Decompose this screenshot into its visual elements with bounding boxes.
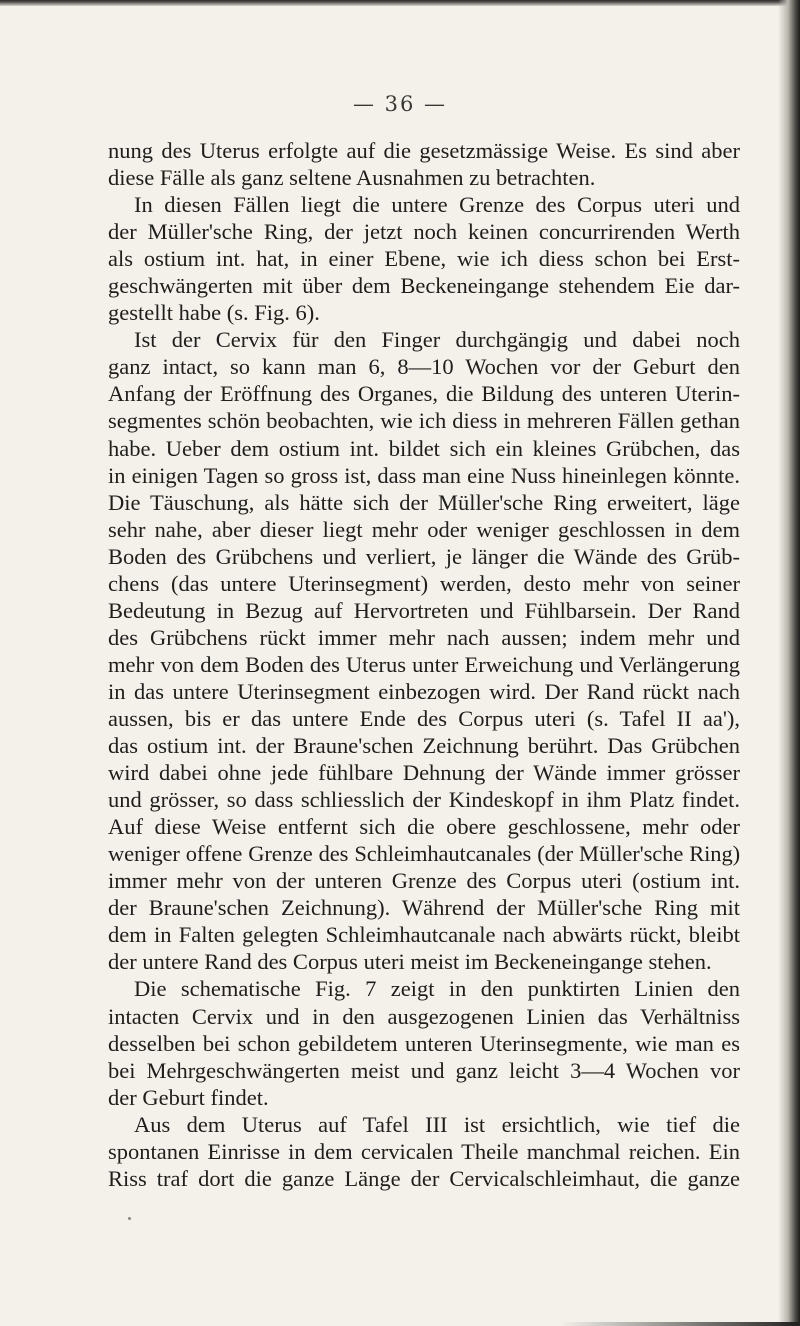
text-line: bei Mehrgeschwängerten meist und ganz leicht 3—4 Wochen vor (108, 1057, 740, 1083)
text-line: Bedeutung in Bezug auf Hervortreten und Fühlbarsein. Der Rand (108, 597, 740, 623)
page-bottom-edge (560, 1322, 800, 1326)
text-line: Anfang der Eröffnung des Organes, die Bildung des unteren Uterin- (108, 381, 740, 407)
text-line: geschwängerten mit über dem Beckeneingange stehendem Eie dar- (108, 273, 740, 299)
body-text (108, 137, 740, 1192)
page-top-edge (0, 0, 800, 6)
text-line: der untere Rand des Corpus uteri meist im Beckeneingange stehen. (108, 949, 712, 975)
text-line: Boden des Grübchens und verliert, je länger die Wände des Grüb- (108, 543, 740, 569)
text-line: wird dabei ohne jede fühlbare Dehnung der Wände immer grösser (108, 760, 740, 786)
text-line: intacten Cervix und in den ausgezogenen Linien das Verhältniss (108, 1003, 740, 1029)
text-line: sehr nahe, aber dieser liegt mehr oder weniger geschlossen in dem (108, 516, 740, 542)
text-line: als ostium int. hat, in einer Ebene, wie ich diess schon bei Erst- (108, 246, 740, 272)
text-line: Die Täuschung, als hätte sich der Müller'sche Ring erweitert, läge (108, 489, 740, 515)
text-line: und grösser, so dass schliesslich der Kindeskopf in ihm Platz findet. (108, 787, 740, 813)
text-line: chens (das untere Uterinsegment) werden, desto mehr von seiner (108, 570, 740, 596)
text-line: segmentes schön beobachten, wie ich diess in mehreren Fällen gethan (108, 408, 740, 434)
text-line: nung des Uterus erfolgte auf die gesetzmässige Weise. Es sind aber (108, 138, 740, 163)
text-line: in einigen Tagen so gross ist, dass man eine Nuss hineinlegen könnte. (108, 462, 740, 488)
page-number: — 36 — (352, 92, 448, 116)
text-line: das ostium int. der Braune'schen Zeichnung berührt. Das Grübchen (108, 733, 740, 759)
text-line: desselben bei schon gebildetem unteren Uterinsegmente, wie man es (108, 1030, 740, 1056)
text-line: habe. Ueber dem ostium int. bildet sich ein kleines Grübchen, das (108, 435, 740, 461)
text-line: aussen, bis er das untere Ende des Corpus uteri (s. Tafel II aa'), (108, 705, 740, 731)
text-line: spontanen Einrisse in dem cervicalen Theile manchmal reichen. Ein (108, 1138, 740, 1164)
text-line: des Grübchens rückt immer mehr nach aussen; indem mehr und (108, 624, 740, 650)
text-line: diese Fälle als ganz seltene Ausnahmen zu betrachten. (108, 165, 596, 191)
text-line: weniger offene Grenze des Schleimhautcanales (der Müller'sche Ring) (108, 841, 740, 867)
text-line: der Braune'schen Zeichnung). Während der Müller'sche Ring mit (108, 895, 740, 921)
text-line: der Geburt findet. (108, 1084, 269, 1110)
text-line: Ist der Cervix für den Finger durchgängig und dabei noch (134, 327, 740, 353)
text-line: In diesen Fällen liegt die untere Grenze des Corpus uteri und (134, 192, 740, 218)
text-line: Auf diese Weise entfernt sich die obere geschlossene, mehr oder (108, 814, 740, 840)
binding-shadow (778, 0, 800, 1326)
text-line: in das untere Uterinsegment einbezogen wird. Der Rand rückt nach (108, 678, 740, 704)
text-line: gestellt habe (s. Fig. 6). (108, 300, 320, 326)
text-line: dem in Falten gelegten Schleimhautcanale nach abwärts rückt, bleibt (108, 922, 740, 948)
text-line: Die schematische Fig. 7 zeigt in den punktirten Linien den (134, 976, 740, 1002)
text-line: immer mehr von der unteren Grenze des Corpus uteri (ostium int. (108, 868, 740, 894)
text-line: ganz intact, so kann man 6, 8—10 Wochen vor der Geburt den (108, 354, 740, 380)
text-line: mehr von dem Boden des Uterus unter Erweichung und Verlängerung (108, 651, 740, 677)
ink-speck (128, 1217, 131, 1220)
text-line: Aus dem Uterus auf Tafel III ist ersichtlich, wie tief die (134, 1111, 740, 1137)
text-line: Riss traf dort die ganze Länge der Cervicalschleimhaut, die ganze (108, 1165, 740, 1191)
text-line: der Müller'sche Ring, der jetzt noch keinen concurrirenden Werth (108, 219, 740, 245)
